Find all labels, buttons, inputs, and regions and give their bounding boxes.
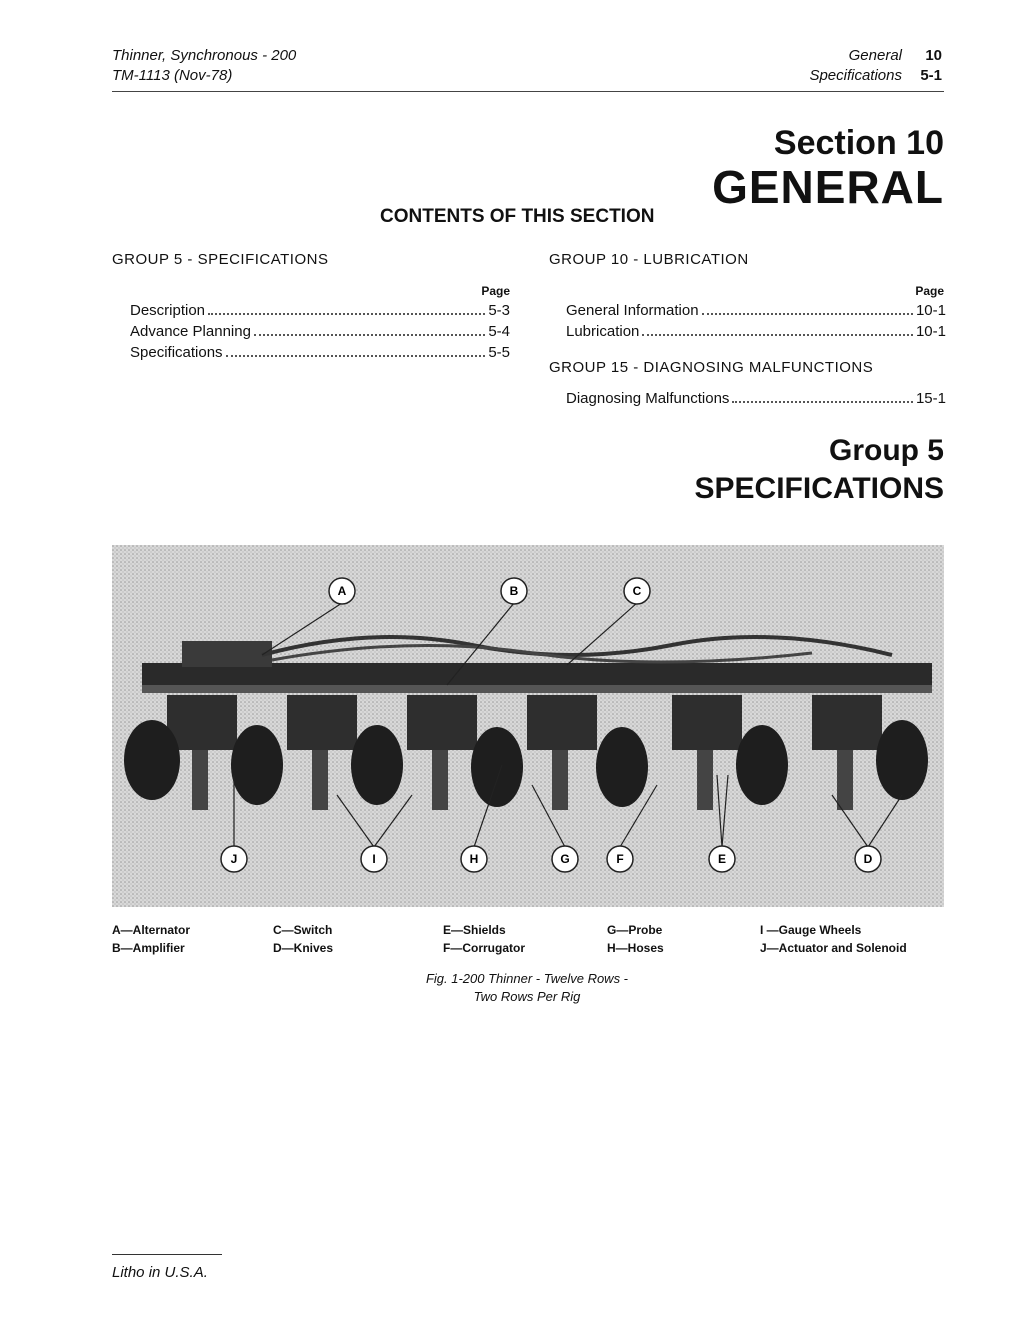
callout-b: B <box>509 584 519 598</box>
contents-heading: CONTENTS OF THIS SECTION <box>380 206 655 227</box>
legend-entry: F—Corrugator <box>443 941 525 955</box>
legend-entry: H—Hoses <box>607 941 664 955</box>
toc-group10-heading: GROUP 10 - LUBRICATION <box>549 251 749 268</box>
tractor-hitch <box>182 641 272 667</box>
legend-entry: C—Switch <box>273 923 333 937</box>
toc-group5-list <box>130 300 510 363</box>
legend-entry: B—Amplifier <box>112 941 185 955</box>
manual-title: Thinner, Synchronous - 200 <box>112 47 297 64</box>
legend-entry: A—Alternator <box>112 923 191 937</box>
section-number: Section 10 <box>773 124 944 162</box>
legend-column-1 <box>112 921 190 957</box>
toc-group10-list <box>566 300 946 342</box>
header-rule <box>112 91 944 92</box>
figure-caption: Fig. 1-200 Thinner - Twelve Rows - Two Rows Per Rig <box>425 971 629 1004</box>
running-header-right <box>809 46 942 86</box>
header-page-number: 5-1 <box>920 67 942 84</box>
toc-entry-lubrication[interactable]: Lubrication 10-1 <box>566 323 946 340</box>
manual-number: TM-1113 (Nov-78) <box>112 67 233 84</box>
legend-column-5 <box>760 921 907 957</box>
callout-g: G <box>560 852 570 866</box>
legend-entry: E—Shields <box>443 923 506 937</box>
toc-group15-heading: GROUP 15 - DIAGNOSING MALFUNCTIONS <box>549 359 874 376</box>
footer-rule <box>112 1254 222 1255</box>
running-header-left <box>112 46 296 86</box>
legend-entry: J—Actuator and Solenoid <box>760 941 907 955</box>
legend-entry: I —Gauge Wheels <box>760 923 862 937</box>
toc-group5-heading: GROUP 5 - SPECIFICATIONS <box>112 251 329 268</box>
toc-entry-general-information[interactable]: General Information 10-1 <box>566 302 946 319</box>
legend-entry: G—Probe <box>607 923 663 937</box>
callout-c: C <box>632 584 642 598</box>
callout-a: A <box>337 584 347 598</box>
footer-text: Litho in U.S.A. <box>112 1264 208 1281</box>
header-section-label: General <box>848 47 902 64</box>
legend-entry: D—Knives <box>273 941 334 955</box>
header-section-number: 10 <box>925 47 942 64</box>
toc-page-label-right: Page <box>915 284 944 298</box>
callout-f: F <box>616 852 624 866</box>
toc-page-label-left: Page <box>481 284 510 298</box>
group-title: SPECIFICATIONS <box>694 472 944 505</box>
callout-h: H <box>469 852 479 866</box>
group-number: Group 5 <box>828 434 944 467</box>
section-title: GENERAL <box>712 161 944 213</box>
toc-entry-diagnosing-malfunctions[interactable]: Diagnosing Malfunctions 15-1 <box>566 390 946 407</box>
callout-d: D <box>863 852 873 866</box>
thinner-machine-photo <box>112 545 944 907</box>
toc-entry-advance-planning[interactable]: Advance Planning 5-4 <box>130 323 510 340</box>
header-group-label: Specifications <box>809 67 902 84</box>
toc-group15-list <box>566 388 946 409</box>
legend-column-2 <box>273 921 333 957</box>
callout-e: E <box>717 852 727 866</box>
legend-column-3 <box>443 921 525 957</box>
callout-j: J <box>230 852 238 866</box>
legend-column-4 <box>607 921 664 957</box>
toc-entry-specifications[interactable]: Specifications 5-5 <box>130 344 510 361</box>
callout-i: I <box>372 852 376 866</box>
toc-entry-description[interactable]: Description 5-3 <box>130 302 510 319</box>
